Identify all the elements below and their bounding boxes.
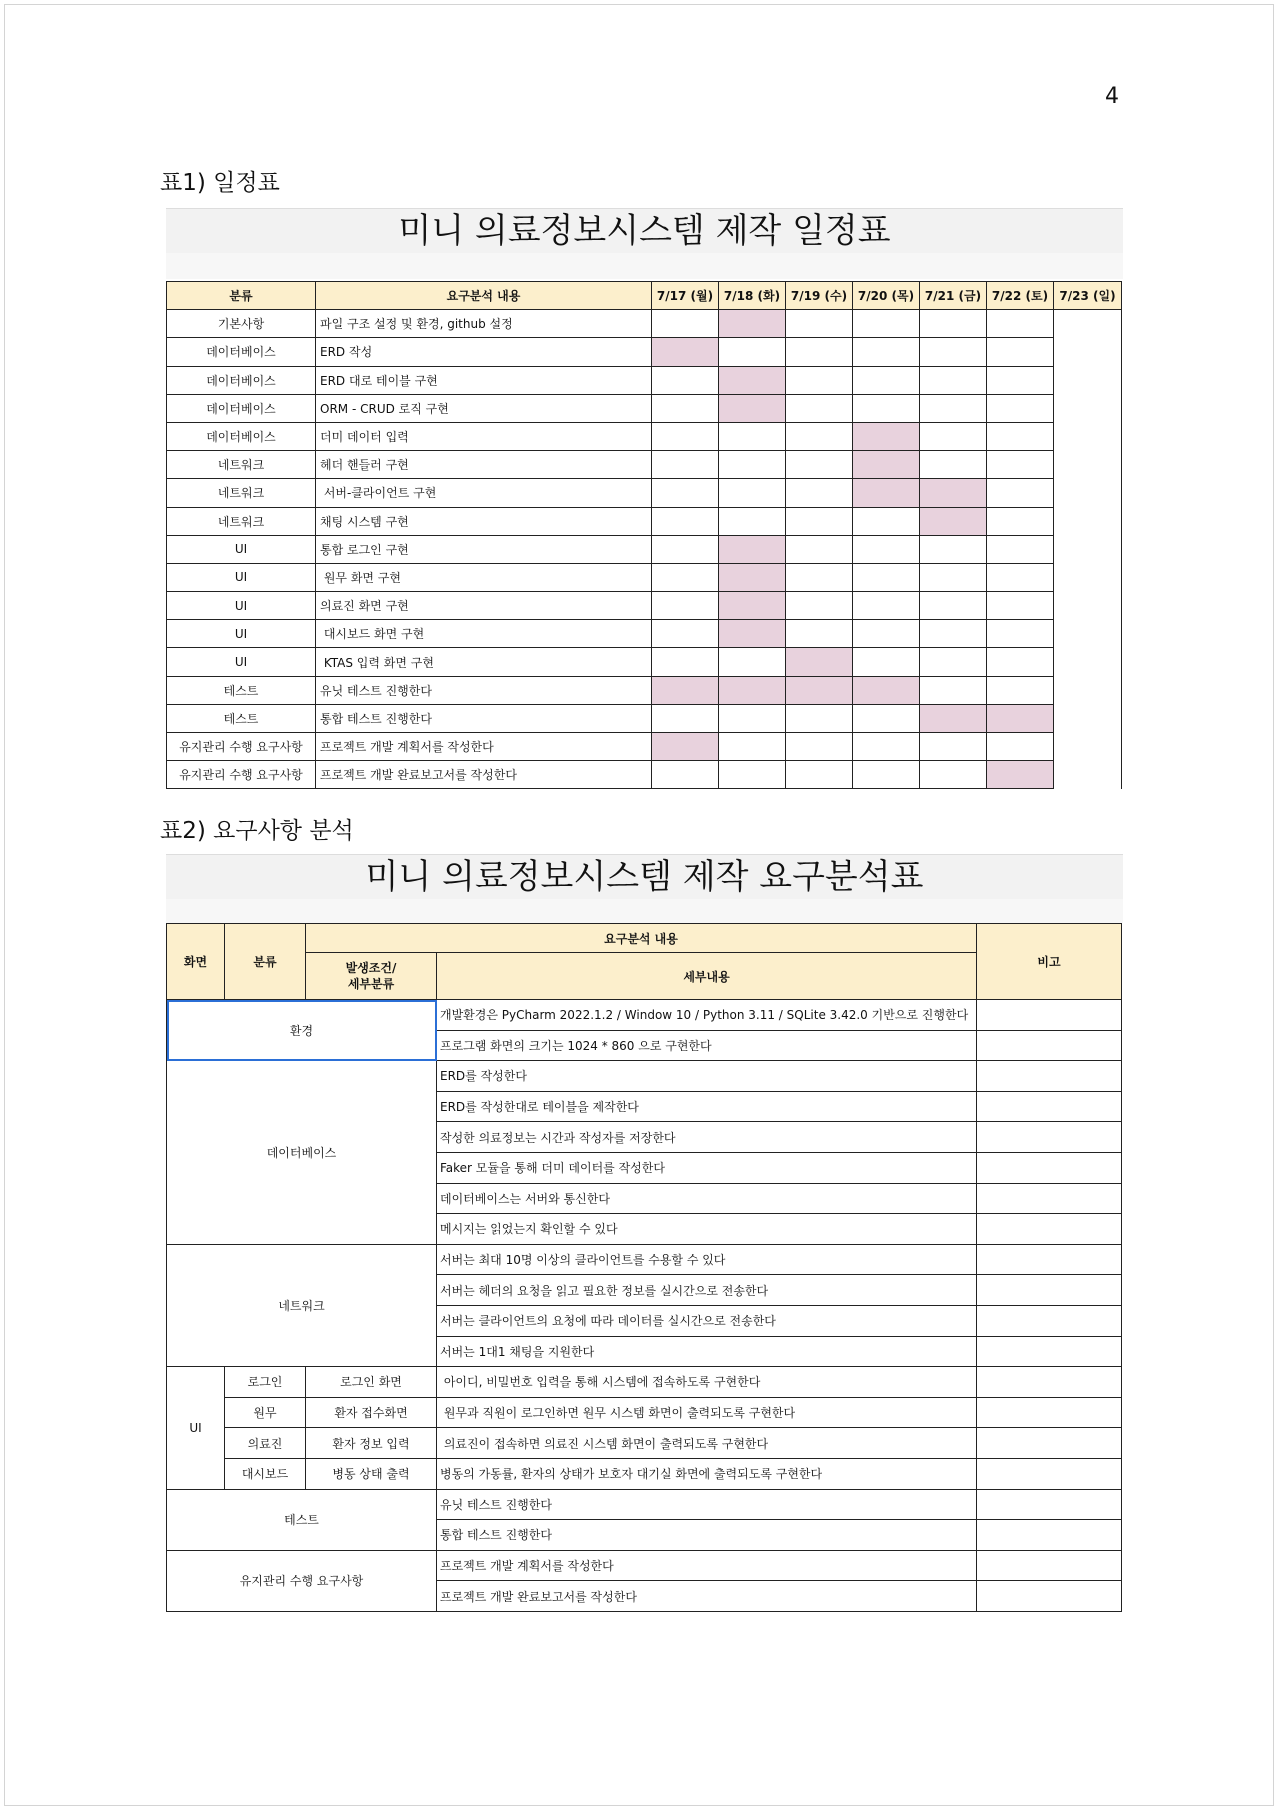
requirement-row bbox=[167, 1367, 1122, 1398]
schedule-bar-cell bbox=[719, 620, 786, 648]
schedule-row bbox=[167, 422, 1122, 450]
ui-condition: 환자 정보 입력 bbox=[306, 1428, 437, 1459]
spreadsheet-gap-row-2 bbox=[166, 899, 1123, 923]
header-day-1: 7/17 (월) bbox=[652, 282, 719, 310]
schedule-day-cell bbox=[652, 310, 719, 338]
schedule-day-cell bbox=[853, 761, 920, 789]
schedule-day-cell bbox=[920, 676, 987, 704]
requirement-detail: 프로젝트 개발 완료보고서를 작성한다 bbox=[437, 1581, 977, 1612]
schedule-day-cell bbox=[786, 479, 853, 507]
schedule-day-cell bbox=[987, 648, 1054, 676]
group-database: 데이터베이스 bbox=[167, 1061, 437, 1245]
schedule-day-cell bbox=[853, 592, 920, 620]
schedule-day-cell bbox=[920, 592, 987, 620]
ui-condition: 로그인 화면 bbox=[306, 1367, 437, 1398]
schedule-task: 더미 데이터 입력 bbox=[316, 422, 652, 450]
schedule-bar-cell bbox=[719, 310, 786, 338]
header-detail: 세부내용 bbox=[437, 953, 977, 1000]
schedule-day-cell bbox=[1054, 592, 1122, 620]
requirement-row bbox=[167, 1489, 1122, 1520]
group-test: 테스트 bbox=[167, 1489, 437, 1550]
requirement-note bbox=[977, 1214, 1122, 1245]
requirement-row bbox=[167, 1397, 1122, 1428]
schedule-day-cell bbox=[1054, 422, 1122, 450]
schedule-category: 데이터베이스 bbox=[167, 422, 316, 450]
schedule-task: 의료진 화면 구현 bbox=[316, 592, 652, 620]
schedule-day-cell bbox=[1054, 394, 1122, 422]
header-day-3: 7/19 (수) bbox=[786, 282, 853, 310]
schedule-day-cell bbox=[853, 620, 920, 648]
header-day-5: 7/21 (금) bbox=[920, 282, 987, 310]
schedule-day-cell bbox=[1054, 733, 1122, 761]
schedule-day-cell bbox=[652, 592, 719, 620]
schedule-day-cell bbox=[1054, 535, 1122, 563]
schedule-task: ERD 작성 bbox=[316, 338, 652, 366]
schedule-day-cell bbox=[853, 310, 920, 338]
schedule-row bbox=[167, 733, 1122, 761]
schedule-day-cell bbox=[786, 394, 853, 422]
schedule-category: 테스트 bbox=[167, 676, 316, 704]
schedule-day-cell bbox=[1054, 648, 1122, 676]
schedule-day-cell bbox=[920, 563, 987, 591]
schedule-day-cell bbox=[786, 761, 853, 789]
schedule-day-cell bbox=[719, 733, 786, 761]
schedule-row bbox=[167, 394, 1122, 422]
schedule-day-cell bbox=[987, 733, 1054, 761]
schedule-category: 데이터베이스 bbox=[167, 366, 316, 394]
schedule-day-cell bbox=[1054, 310, 1122, 338]
schedule-day-cell bbox=[987, 479, 1054, 507]
schedule-day-cell bbox=[987, 592, 1054, 620]
header-req-category: 분류 bbox=[225, 924, 306, 1000]
schedule-day-cell bbox=[786, 704, 853, 732]
requirement-detail: 유닛 테스트 진행한다 bbox=[437, 1489, 977, 1520]
schedule-day-cell bbox=[853, 733, 920, 761]
schedule-category: 네트워크 bbox=[167, 507, 316, 535]
req-header-row-1 bbox=[167, 924, 1122, 953]
schedule-day-cell bbox=[987, 451, 1054, 479]
schedule-bar-cell bbox=[786, 676, 853, 704]
schedule-day-cell bbox=[1054, 704, 1122, 732]
schedule-day-cell bbox=[853, 366, 920, 394]
schedule-day-cell bbox=[987, 338, 1054, 366]
schedule-day-cell bbox=[1054, 451, 1122, 479]
ui-category: 대시보드 bbox=[225, 1458, 306, 1489]
header-note: 비고 bbox=[977, 924, 1122, 1000]
requirement-row bbox=[167, 1244, 1122, 1275]
schedule-category: 테스트 bbox=[167, 704, 316, 732]
header-day-2: 7/18 (화) bbox=[719, 282, 786, 310]
schedule-day-cell bbox=[652, 761, 719, 789]
requirement-note bbox=[977, 1275, 1122, 1306]
requirement-row bbox=[167, 1428, 1122, 1459]
schedule-task: 채팅 시스템 구현 bbox=[316, 507, 652, 535]
schedule-category: UI bbox=[167, 620, 316, 648]
schedule-bar-cell bbox=[786, 648, 853, 676]
schedule-day-cell bbox=[786, 507, 853, 535]
schedule-bar-cell bbox=[920, 704, 987, 732]
schedule-bar-cell bbox=[719, 535, 786, 563]
requirement-detail: 메시지는 읽었는지 확인할 수 있다 bbox=[437, 1214, 977, 1245]
schedule-day-cell bbox=[920, 422, 987, 450]
schedule-day-cell bbox=[652, 648, 719, 676]
requirement-detail: ERD를 작성한다 bbox=[437, 1061, 977, 1092]
requirement-detail: 작성한 의료정보는 시간과 작성자를 저장한다 bbox=[437, 1122, 977, 1153]
schedule-bar-cell bbox=[987, 761, 1054, 789]
schedule-day-cell bbox=[853, 563, 920, 591]
schedule-row bbox=[167, 535, 1122, 563]
requirement-note bbox=[977, 1244, 1122, 1275]
schedule-row bbox=[167, 338, 1122, 366]
schedule-day-cell bbox=[719, 338, 786, 366]
requirement-note bbox=[977, 1489, 1122, 1520]
schedule-day-cell bbox=[719, 451, 786, 479]
schedule-day-cell bbox=[1054, 620, 1122, 648]
schedule-category: 네트워크 bbox=[167, 451, 316, 479]
schedule-category: UI bbox=[167, 563, 316, 591]
schedule-task: 파일 구조 설정 및 환경, github 설정 bbox=[316, 310, 652, 338]
group-ui: UI bbox=[167, 1367, 225, 1489]
header-task: 요구분석 내용 bbox=[316, 282, 652, 310]
schedule-bar-cell bbox=[987, 704, 1054, 732]
schedule-day-cell bbox=[1054, 479, 1122, 507]
requirement-note bbox=[977, 1336, 1122, 1367]
schedule-day-cell bbox=[652, 507, 719, 535]
schedule-bar-cell bbox=[920, 507, 987, 535]
schedule-task: 프로젝트 개발 계획서를 작성한다 bbox=[316, 733, 652, 761]
requirement-row bbox=[167, 1550, 1122, 1581]
requirement-detail: Faker 모듈을 통해 더미 데이터를 작성한다 bbox=[437, 1152, 977, 1183]
schedule-day-cell bbox=[920, 338, 987, 366]
schedule-day-cell bbox=[719, 507, 786, 535]
schedule-day-cell bbox=[786, 366, 853, 394]
schedule-row bbox=[167, 704, 1122, 732]
schedule-task: ERD 대로 테이블 구현 bbox=[316, 366, 652, 394]
group-maintenance: 유지관리 수행 요구사항 bbox=[167, 1550, 437, 1611]
requirement-detail: 아이디, 비밀번호 입력을 통해 시스템에 접속하도록 구현한다 bbox=[437, 1367, 977, 1398]
schedule-bar-cell bbox=[853, 479, 920, 507]
schedule-bar-cell bbox=[920, 479, 987, 507]
schedule-category: UI bbox=[167, 592, 316, 620]
schedule-day-cell bbox=[786, 310, 853, 338]
schedule-body bbox=[167, 310, 1122, 789]
schedule-row bbox=[167, 479, 1122, 507]
schedule-category: 데이터베이스 bbox=[167, 338, 316, 366]
requirement-detail: ERD를 작성한대로 테이블을 제작한다 bbox=[437, 1091, 977, 1122]
requirement-row bbox=[167, 1061, 1122, 1092]
schedule-day-cell bbox=[652, 422, 719, 450]
schedule-bar-cell bbox=[652, 676, 719, 704]
requirements-body bbox=[167, 1000, 1122, 1612]
schedule-task: ORM - CRUD 로직 구현 bbox=[316, 394, 652, 422]
requirements-caption: 표2) 요구사항 분석 bbox=[160, 818, 354, 844]
schedule-task: 통합 로그인 구현 bbox=[316, 535, 652, 563]
requirement-detail: 의료진이 접속하면 의료진 시스템 화면이 출력되도록 구현한다 bbox=[437, 1428, 977, 1459]
schedule-task: 대시보드 화면 구현 bbox=[316, 620, 652, 648]
header-category: 분류 bbox=[167, 282, 316, 310]
schedule-bar-cell bbox=[719, 366, 786, 394]
requirement-note bbox=[977, 1061, 1122, 1092]
requirement-detail: 개발환경은 PyCharm 2022.1.2 / Window 10 / Python 3.11 / SQLite 3.42.0 기반으로 진행한다 bbox=[437, 1000, 977, 1031]
schedule-category: 네트워크 bbox=[167, 479, 316, 507]
requirement-note bbox=[977, 1550, 1122, 1581]
schedule-day-cell bbox=[786, 733, 853, 761]
schedule-day-cell bbox=[853, 648, 920, 676]
schedule-day-cell bbox=[987, 366, 1054, 394]
schedule-day-cell bbox=[920, 451, 987, 479]
schedule-title: 미니 의료정보시스템 제작 일정표 bbox=[166, 208, 1123, 254]
requirement-detail: 서버는 헤더의 요청을 읽고 필요한 정보를 실시간으로 전송한다 bbox=[437, 1275, 977, 1306]
ui-category: 로그인 bbox=[225, 1367, 306, 1398]
schedule-day-cell bbox=[652, 620, 719, 648]
requirement-detail: 데이터베이스는 서버와 통신한다 bbox=[437, 1183, 977, 1214]
schedule-day-cell bbox=[987, 563, 1054, 591]
ui-condition: 병동 상태 출력 bbox=[306, 1458, 437, 1489]
schedule-task: 서버-클라이언트 구현 bbox=[316, 479, 652, 507]
requirement-detail: 통합 테스트 진행한다 bbox=[437, 1520, 977, 1551]
schedule-day-cell bbox=[853, 507, 920, 535]
schedule-day-cell bbox=[652, 394, 719, 422]
requirement-detail: 원무과 직원이 로그인하면 원무 시스템 화면이 출력되도록 구현한다 bbox=[437, 1397, 977, 1428]
schedule-day-cell bbox=[920, 535, 987, 563]
requirement-row bbox=[167, 1458, 1122, 1489]
schedule-task: KTAS 입력 화면 구현 bbox=[316, 648, 652, 676]
schedule-day-cell bbox=[719, 704, 786, 732]
schedule-day-cell bbox=[786, 592, 853, 620]
spreadsheet-gap-row bbox=[166, 253, 1123, 279]
schedule-day-cell bbox=[786, 451, 853, 479]
schedule-category: 기본사항 bbox=[167, 310, 316, 338]
schedule-row bbox=[167, 761, 1122, 789]
requirement-note bbox=[977, 1305, 1122, 1336]
schedule-row bbox=[167, 648, 1122, 676]
schedule-category: UI bbox=[167, 648, 316, 676]
schedule-day-cell bbox=[652, 451, 719, 479]
requirement-note bbox=[977, 1367, 1122, 1398]
schedule-day-cell bbox=[1054, 563, 1122, 591]
header-day-7: 7/23 (일) bbox=[1054, 282, 1122, 310]
schedule-day-cell bbox=[987, 507, 1054, 535]
schedule-task: 프로젝트 개발 완료보고서를 작성한다 bbox=[316, 761, 652, 789]
schedule-day-cell bbox=[1054, 366, 1122, 394]
schedule-category: UI bbox=[167, 535, 316, 563]
header-day-4: 7/20 (목) bbox=[853, 282, 920, 310]
schedule-day-cell bbox=[786, 563, 853, 591]
requirement-detail: 서버는 1대1 채팅을 지원한다 bbox=[437, 1336, 977, 1367]
schedule-bar-cell bbox=[652, 338, 719, 366]
requirements-title: 미니 의료정보시스템 제작 요구분석표 bbox=[166, 854, 1123, 900]
schedule-table bbox=[166, 281, 1122, 789]
requirement-detail: 서버는 클라이언트의 요청에 따라 데이터를 실시간으로 전송한다 bbox=[437, 1305, 977, 1336]
schedule-caption: 표1) 일정표 bbox=[160, 170, 280, 196]
schedule-day-cell bbox=[1054, 676, 1122, 704]
requirement-note bbox=[977, 1122, 1122, 1153]
schedule-bar-cell bbox=[719, 592, 786, 620]
requirement-note bbox=[977, 1030, 1122, 1061]
requirement-note bbox=[977, 1183, 1122, 1214]
requirement-note bbox=[977, 1152, 1122, 1183]
schedule-day-cell bbox=[652, 535, 719, 563]
schedule-day-cell bbox=[920, 366, 987, 394]
requirements-table bbox=[166, 923, 1122, 1612]
schedule-day-cell bbox=[786, 422, 853, 450]
schedule-row bbox=[167, 563, 1122, 591]
requirement-note bbox=[977, 1458, 1122, 1489]
schedule-row bbox=[167, 620, 1122, 648]
schedule-bar-cell bbox=[853, 451, 920, 479]
schedule-day-cell bbox=[1054, 507, 1122, 535]
ui-condition: 환자 접수화면 bbox=[306, 1397, 437, 1428]
schedule-day-cell bbox=[853, 535, 920, 563]
schedule-row bbox=[167, 366, 1122, 394]
requirement-note bbox=[977, 1000, 1122, 1031]
schedule-day-cell bbox=[719, 479, 786, 507]
schedule-day-cell bbox=[652, 366, 719, 394]
schedule-day-cell bbox=[987, 310, 1054, 338]
schedule-day-cell bbox=[786, 535, 853, 563]
schedule-day-cell bbox=[920, 394, 987, 422]
schedule-row bbox=[167, 507, 1122, 535]
schedule-category: 데이터베이스 bbox=[167, 394, 316, 422]
schedule-day-cell bbox=[652, 479, 719, 507]
schedule-day-cell bbox=[719, 422, 786, 450]
requirement-note bbox=[977, 1520, 1122, 1551]
schedule-header-row bbox=[167, 282, 1122, 310]
schedule-task: 유닛 테스트 진행한다 bbox=[316, 676, 652, 704]
schedule-day-cell bbox=[987, 535, 1054, 563]
schedule-row bbox=[167, 451, 1122, 479]
schedule-category: 유지관리 수행 요구사항 bbox=[167, 733, 316, 761]
schedule-day-cell bbox=[987, 394, 1054, 422]
schedule-day-cell bbox=[920, 648, 987, 676]
schedule-day-cell bbox=[786, 620, 853, 648]
requirement-note bbox=[977, 1397, 1122, 1428]
schedule-bar-cell bbox=[719, 563, 786, 591]
requirement-detail: 프로그램 화면의 크기는 1024 * 860 으로 구현한다 bbox=[437, 1030, 977, 1061]
schedule-day-cell bbox=[920, 310, 987, 338]
schedule-category: 유지관리 수행 요구사항 bbox=[167, 761, 316, 789]
schedule-day-cell bbox=[1054, 761, 1122, 789]
schedule-day-cell bbox=[1054, 338, 1122, 366]
schedule-day-cell bbox=[786, 338, 853, 366]
requirement-note bbox=[977, 1581, 1122, 1612]
schedule-bar-cell bbox=[719, 676, 786, 704]
schedule-day-cell bbox=[987, 422, 1054, 450]
schedule-day-cell bbox=[987, 620, 1054, 648]
schedule-bar-cell bbox=[853, 676, 920, 704]
header-day-6: 7/22 (토) bbox=[987, 282, 1054, 310]
requirement-row bbox=[167, 1000, 1122, 1031]
header-req-content: 요구분석 내용 bbox=[306, 924, 977, 953]
requirement-note bbox=[977, 1091, 1122, 1122]
requirement-detail: 프로젝트 개발 계획서를 작성한다 bbox=[437, 1550, 977, 1581]
schedule-day-cell bbox=[719, 761, 786, 789]
schedule-task: 헤더 핸들러 구현 bbox=[316, 451, 652, 479]
requirement-detail: 병동의 가동률, 환자의 상태가 보호자 대기실 화면에 출력되도록 구현한다 bbox=[437, 1458, 977, 1489]
ui-category: 원무 bbox=[225, 1397, 306, 1428]
schedule-day-cell bbox=[853, 338, 920, 366]
header-condition: 발생조건/ 세부분류 bbox=[306, 953, 437, 1000]
schedule-day-cell bbox=[920, 620, 987, 648]
requirement-note bbox=[977, 1428, 1122, 1459]
schedule-day-cell bbox=[719, 648, 786, 676]
schedule-day-cell bbox=[853, 704, 920, 732]
schedule-bar-cell bbox=[853, 422, 920, 450]
schedule-day-cell bbox=[853, 394, 920, 422]
schedule-row bbox=[167, 310, 1122, 338]
requirement-detail: 서버는 최대 10명 이상의 클라이언트를 수용할 수 있다 bbox=[437, 1244, 977, 1275]
schedule-row bbox=[167, 592, 1122, 620]
ui-category: 의료진 bbox=[225, 1428, 306, 1459]
group-network: 네트워크 bbox=[167, 1244, 437, 1366]
schedule-day-cell bbox=[920, 761, 987, 789]
schedule-day-cell bbox=[652, 704, 719, 732]
schedule-task: 원무 화면 구현 bbox=[316, 563, 652, 591]
schedule-bar-cell bbox=[652, 733, 719, 761]
schedule-task: 통합 테스트 진행한다 bbox=[316, 704, 652, 732]
schedule-bar-cell bbox=[719, 394, 786, 422]
group-environment: 환경 bbox=[167, 1000, 437, 1061]
schedule-day-cell bbox=[652, 563, 719, 591]
schedule-day-cell bbox=[920, 733, 987, 761]
schedule-day-cell bbox=[987, 676, 1054, 704]
schedule-row bbox=[167, 676, 1122, 704]
header-screen: 화면 bbox=[167, 924, 225, 1000]
page-number: 4 bbox=[1105, 84, 1119, 109]
